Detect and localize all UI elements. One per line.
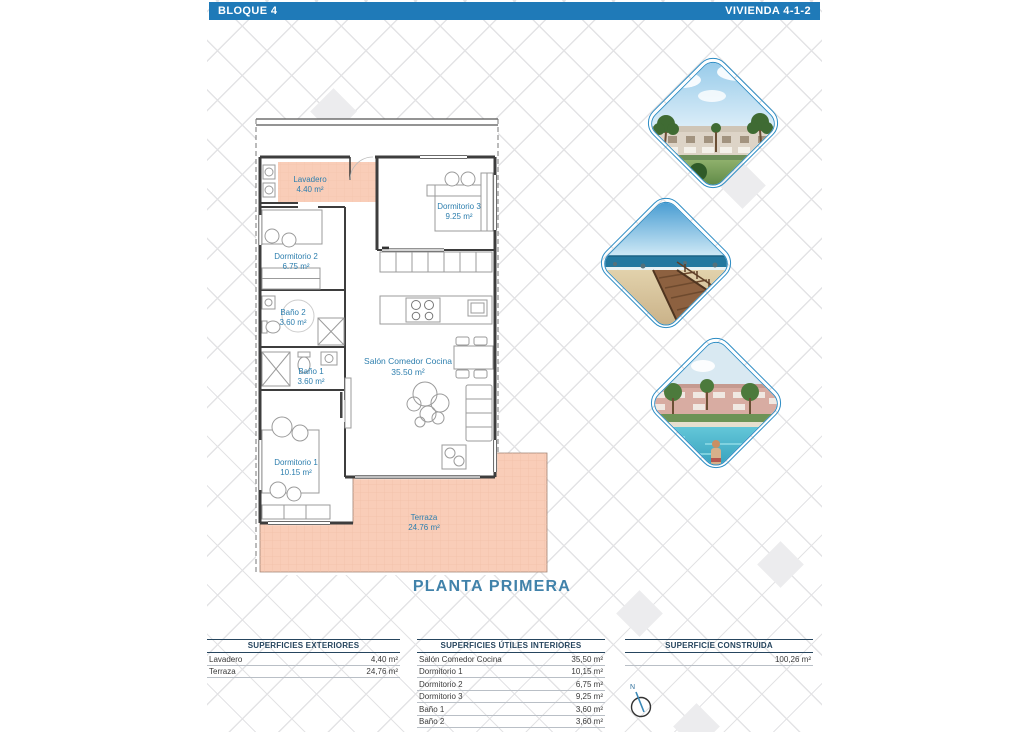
room-area-bano1: 3.60 m²	[297, 377, 325, 386]
room-label-dormitorio1: Dormitorio 1	[274, 458, 318, 467]
row-label: Salón Comedor Cocina	[419, 654, 502, 664]
row-label: Dormitorio 3	[419, 692, 463, 701]
room-label-bano1: Baño 1	[298, 367, 324, 376]
table-row	[417, 691, 605, 704]
row-value: 10,15 m²	[571, 667, 603, 676]
lattice-cell	[616, 590, 663, 637]
table-row	[417, 678, 605, 691]
compass-icon	[628, 684, 654, 720]
table-row	[417, 653, 605, 666]
table-superficies-exteriores	[207, 639, 400, 678]
row-value: 9,25 m²	[575, 692, 603, 701]
row-label: Baño 1	[419, 704, 445, 714]
room-area-lavadero: 4.40 m²	[296, 185, 324, 194]
table-title: SUPERFICIES EXTERIORES	[207, 639, 400, 653]
block-label: BLOQUE 4	[218, 5, 278, 17]
row-label: Dormitorio 2	[419, 679, 463, 689]
room-label-bano2: Baño 2	[280, 308, 306, 317]
photo-frame-2	[594, 191, 738, 335]
header-bar	[209, 2, 820, 20]
row-value: 3,60 m²	[575, 704, 603, 714]
room-label-dormitorio3: Dormitorio 3	[437, 202, 481, 211]
room-area-bano2: 3.60 m²	[279, 318, 307, 327]
row-value: 35,50 m²	[571, 654, 603, 664]
lattice-cell	[673, 703, 720, 732]
compass-north-label: N	[630, 684, 636, 691]
table-row	[207, 653, 400, 666]
plan-caption: PLANTA PRIMERA	[412, 578, 572, 595]
table-superficie-construida	[625, 639, 813, 666]
lattice-cell	[757, 541, 804, 588]
row-value: 6,75 m²	[575, 679, 603, 689]
row-label: Dormitorio 1	[419, 667, 463, 676]
room-area-dormitorio2: 6.75 m²	[282, 262, 310, 271]
room-area-salon: 35.50 m²	[391, 367, 425, 377]
table-row	[625, 653, 813, 666]
beach-boardwalk-photo	[599, 196, 733, 330]
room-area-dormitorio3: 9.25 m²	[445, 212, 473, 221]
room-label-salon: Salón Comedor Cocina	[364, 356, 452, 366]
row-value: 100,26 m²	[774, 654, 811, 664]
unit-label: VIVIENDA 4-1-2	[725, 5, 811, 17]
row-label: Baño 2	[419, 717, 445, 726]
row-value: 4,40 m²	[370, 654, 398, 664]
table-title: SUPERFICIE CONSTRUIDA	[625, 639, 813, 653]
pool-garden-photo	[649, 336, 783, 470]
row-label: Terraza	[209, 667, 236, 676]
table-row	[207, 666, 400, 679]
photo-frame-1	[641, 51, 785, 195]
table-row	[417, 716, 605, 729]
row-value: 3,60 m²	[575, 717, 603, 726]
table-row	[417, 703, 605, 716]
table-row	[417, 666, 605, 679]
room-label-lavadero: Lavadero	[293, 175, 327, 184]
floor-plan	[248, 100, 568, 600]
photo-frame-3	[644, 331, 788, 475]
room-area-terraza: 24.76 m²	[408, 523, 440, 532]
room-area-dormitorio1: 10.15 m²	[280, 468, 312, 477]
table-superficies-interiores	[417, 639, 605, 728]
row-value: 24,76 m²	[366, 667, 398, 676]
table-title: SUPERFICIES ÚTILES INTERIORES	[417, 639, 605, 653]
room-label-terraza: Terraza	[410, 513, 438, 522]
apartment-buildings-photo	[646, 56, 780, 190]
row-label: Lavadero	[209, 654, 243, 664]
room-label-dormitorio2: Dormitorio 2	[274, 252, 318, 261]
document-area	[207, 0, 822, 732]
